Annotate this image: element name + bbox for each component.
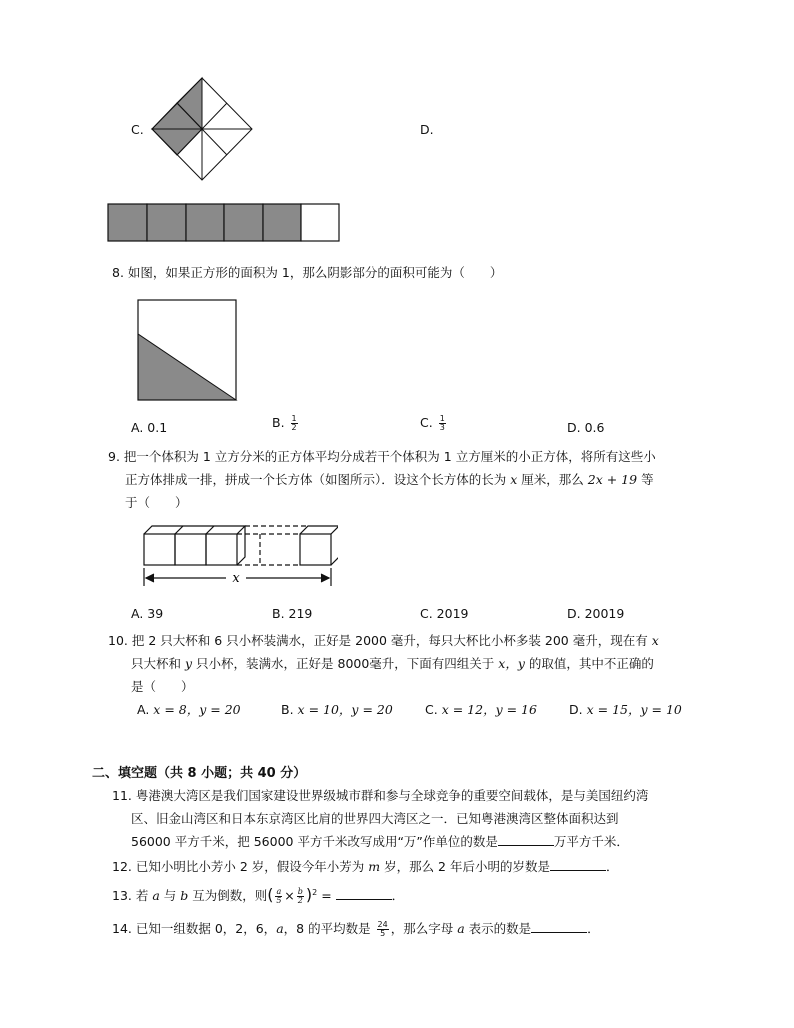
q10-line3: 是（ ） xyxy=(131,679,194,694)
shaded-triangle xyxy=(138,334,236,400)
q10-line1: 10. 把 2 只大杯和 6 只小杯装满水，正好是 2000 毫升，每只大杯比小杯多装 200 毫升，现在有 x xyxy=(108,633,659,648)
answer-blank[interactable] xyxy=(531,920,587,933)
q10-line2: 只大杯和 y 只小杯，装满水，正好是 8000毫升，下面有四组关于 x，y 的取值，其中不正确的 xyxy=(131,656,654,671)
section-title: 二、填空题（共 8 小题；共 40 分） xyxy=(92,766,307,781)
q9-line1: 9. 把一个体积为 1 立方分米的正方体平均分成若干个体积为 1 立方厘米的小正方体，将所有这些小 xyxy=(108,449,656,464)
fraction: $\frac{1}{2}$ xyxy=(291,414,297,432)
q8-option-b[interactable]: B. $\frac{1}{2}$ xyxy=(272,414,297,432)
q11-line1: 11. 粤港澳大湾区是我们国家建设世界级城市群和参与全球竞争的重要空间载体，是与美国纽约湾 xyxy=(112,788,649,803)
q7-option-d-figure xyxy=(106,202,342,244)
q10-option-c[interactable]: C. x = 12，y = 16 xyxy=(425,702,537,717)
q9-dimension-label: x xyxy=(232,571,240,586)
q9-figure xyxy=(138,520,338,592)
answer-blank[interactable] xyxy=(336,887,392,900)
q10-option-b[interactable]: B. x = 10，y = 20 xyxy=(281,702,393,717)
q8-option-c[interactable]: C. $\frac{1}{3}$ xyxy=(420,414,445,432)
fraction: $\frac{24}{5}$ xyxy=(377,920,388,938)
q9-option-c[interactable]: C. 2019 xyxy=(420,606,469,621)
q8-figure xyxy=(136,298,240,404)
q9-line3: 于（ ） xyxy=(125,495,188,510)
q11-line2: 区、旧金山湾区和日本东京湾区比肩的世界四大湾区之一．已知粤港澳湾区整体面积达到 xyxy=(131,811,619,826)
q8-option-a[interactable]: A. 0.1 xyxy=(131,420,168,435)
fraction: $\frac{1}{3}$ xyxy=(439,414,445,432)
answer-blank[interactable] xyxy=(550,858,606,871)
q10-option-d[interactable]: D. x = 15，y = 10 xyxy=(569,702,682,717)
q10-option-a[interactable]: A. x = 8，y = 20 xyxy=(137,702,241,717)
q11-line3: 56000 平方千米，把 56000 平方千米改写成用“万”作单位的数是 万平方千米． xyxy=(131,834,629,849)
q7-option-c-figure xyxy=(150,76,254,182)
q12: 12. 已知小明比小芳小 2 岁，假设今年小芳为 m 岁，那么 2 年后小明的岁数是 ． xyxy=(112,859,619,874)
q7-option-d-label: D. xyxy=(420,122,434,137)
q9-line2: 正方体排成一排，拼成一个长方体（如图所示）．设这个长方体的长为 x 厘米，那么 2x + 19 等 xyxy=(125,472,654,487)
q9-option-d[interactable]: D. 20019 xyxy=(567,606,625,621)
fraction: $\frac{b}{2}$ xyxy=(297,887,303,906)
fraction: $\frac{a}{5}$ xyxy=(276,887,282,906)
shaded-triangle xyxy=(152,129,202,155)
q8-option-d[interactable]: D. 0.6 xyxy=(567,420,605,435)
q8-stem: 8. 如图，如果正方形的面积为 1，那么阴影部分的面积可能为（ ） xyxy=(112,265,503,280)
q14: 14. 已知一组数据 0，2，6，a，8 的平均数是 $\frac{24}{5}$ ，那么字母 a 表示的数是 ． xyxy=(112,920,600,938)
q9-option-a[interactable]: A. 39 xyxy=(131,606,164,621)
answer-blank[interactable] xyxy=(498,833,554,846)
q7-option-c-label: C. xyxy=(131,122,144,137)
q9-option-b[interactable]: B. 219 xyxy=(272,606,313,621)
q13: 13. 若 a 与 b 互为倒数，则( $\frac{a}{5}$ × $\frac{b}{2}$ )$^2$ = ． xyxy=(112,885,405,906)
